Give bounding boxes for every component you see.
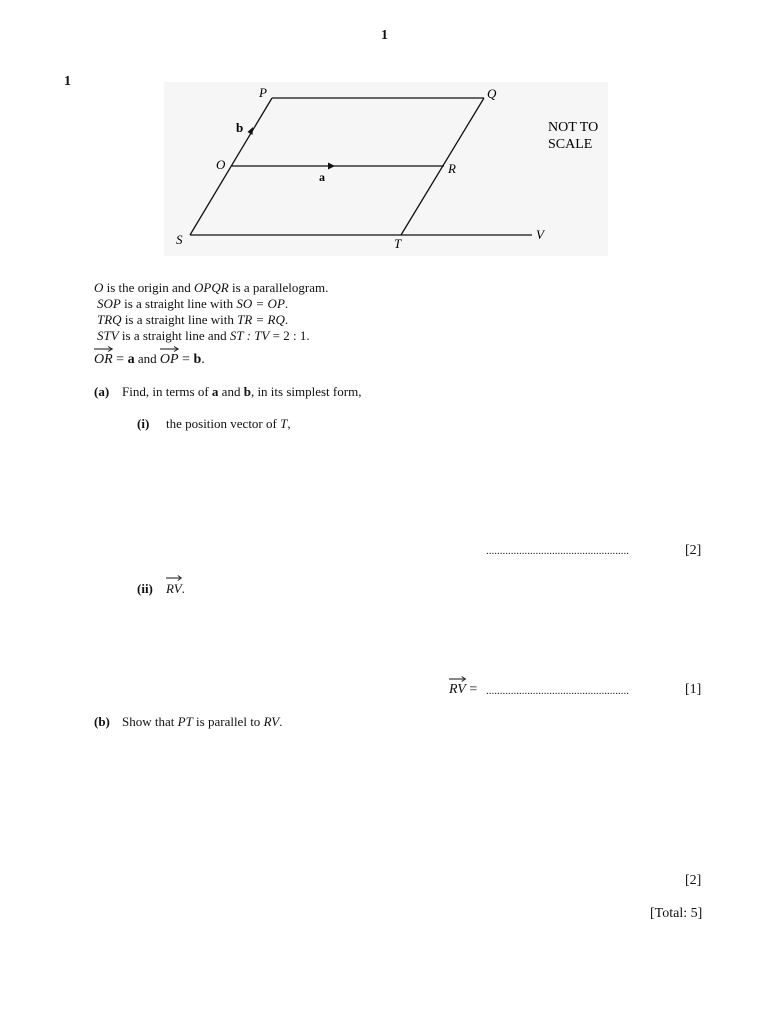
intro-text: and bbox=[134, 351, 160, 366]
not-to-scale-line2: SCALE bbox=[548, 137, 593, 152]
question-number: 1 bbox=[64, 74, 71, 89]
part-a-text-pre: Find, in terms of bbox=[122, 384, 212, 399]
vector-RV-text: RV bbox=[166, 581, 182, 596]
vector-RV-text: RV bbox=[449, 682, 466, 697]
intro-line-1 bbox=[94, 280, 328, 296]
intro-text: is a straight line with bbox=[121, 312, 238, 327]
part-a-ii-text-post: . bbox=[181, 581, 185, 596]
point-T-var: T bbox=[280, 416, 288, 431]
line-PT-var: PT bbox=[177, 714, 193, 729]
intro-var: TR = RQ bbox=[237, 312, 285, 327]
equals-sign: = bbox=[465, 682, 478, 697]
part-a-i-text-post: , bbox=[287, 416, 291, 431]
part-a-i-text-pre: the position vector of bbox=[166, 416, 281, 431]
part-a-ii-label: (ii) bbox=[137, 581, 153, 596]
label-O: O bbox=[216, 157, 226, 172]
intro-text: . bbox=[201, 352, 205, 367]
label-Q: Q bbox=[487, 86, 497, 101]
part-a-text-post: , in its simplest form, bbox=[250, 384, 362, 399]
intro-parallelogram-var: OPQR bbox=[194, 280, 229, 295]
vector-label-a: a bbox=[319, 170, 325, 184]
label-T: T bbox=[394, 236, 402, 251]
part-b-label: (b) bbox=[94, 714, 110, 729]
label-R: R bbox=[448, 161, 456, 176]
intro-text: is a parallelogram. bbox=[228, 280, 329, 295]
vector-a: a bbox=[211, 384, 219, 399]
part-a-i-text bbox=[166, 416, 291, 432]
intro-text: = bbox=[112, 352, 128, 367]
intro-var: ST : TV bbox=[229, 328, 270, 343]
vector-b: b bbox=[243, 384, 251, 399]
intro-text: = bbox=[178, 352, 194, 367]
answer-line-a-ii[interactable]: .................................................... bbox=[486, 685, 629, 697]
part-b-text-mid: is parallel to bbox=[192, 714, 264, 729]
vector-RV bbox=[166, 581, 182, 597]
part-a-i-label: (i) bbox=[137, 416, 150, 431]
not-to-scale-line1: NOT TO bbox=[548, 120, 599, 135]
vector-b: b bbox=[193, 352, 202, 367]
intro-origin-var: O bbox=[94, 280, 104, 295]
intro-text: . bbox=[284, 296, 289, 311]
vector-label-b: b bbox=[236, 120, 244, 135]
marks-a-i: [2] bbox=[685, 543, 702, 558]
marks-a-ii: [1] bbox=[685, 682, 702, 697]
intro-line-2 bbox=[97, 296, 288, 312]
part-a-ii-text bbox=[166, 581, 185, 597]
vector-a: a bbox=[127, 352, 135, 367]
intro-text: . bbox=[284, 312, 289, 327]
part-a-text bbox=[122, 384, 361, 400]
intro-line-5 bbox=[94, 351, 205, 368]
intro-text: is the origin and bbox=[103, 280, 195, 295]
answer-label-a-ii bbox=[449, 682, 477, 698]
intro-text: is a straight line with bbox=[120, 296, 237, 311]
parallelogram-diagram bbox=[160, 78, 620, 258]
vector-RV bbox=[449, 682, 466, 698]
intro-text: = 2 : 1. bbox=[269, 328, 310, 343]
line-RV-var: RV bbox=[263, 714, 280, 729]
vector-OP-text: OP bbox=[159, 352, 179, 367]
part-b-text bbox=[122, 714, 282, 730]
label-S: S bbox=[176, 232, 183, 247]
vector-OP bbox=[160, 352, 179, 368]
part-b-text-post: . bbox=[279, 714, 283, 729]
vector-OR bbox=[94, 352, 113, 368]
label-P: P bbox=[259, 85, 267, 100]
intro-var: TRQ bbox=[97, 312, 122, 327]
part-a-text-and: and bbox=[218, 384, 244, 399]
vector-OR-text: OR bbox=[94, 352, 113, 367]
label-V: V bbox=[536, 227, 544, 242]
intro-line-3 bbox=[97, 312, 288, 328]
marks-b: [2] bbox=[685, 873, 702, 888]
answer-line-a-i[interactable]: .................................................... bbox=[486, 545, 629, 557]
part-a-label: (a) bbox=[94, 384, 110, 399]
intro-line-4 bbox=[97, 328, 310, 344]
page-number: 1 bbox=[381, 28, 388, 43]
intro-var: SO = OP bbox=[236, 296, 285, 311]
part-b-text-pre: Show that bbox=[122, 714, 178, 729]
intro-text: is a straight line and bbox=[118, 328, 230, 343]
intro-var: SOP bbox=[97, 296, 121, 311]
intro-var: STV bbox=[97, 328, 119, 343]
total-marks: [Total: 5] bbox=[650, 906, 703, 921]
